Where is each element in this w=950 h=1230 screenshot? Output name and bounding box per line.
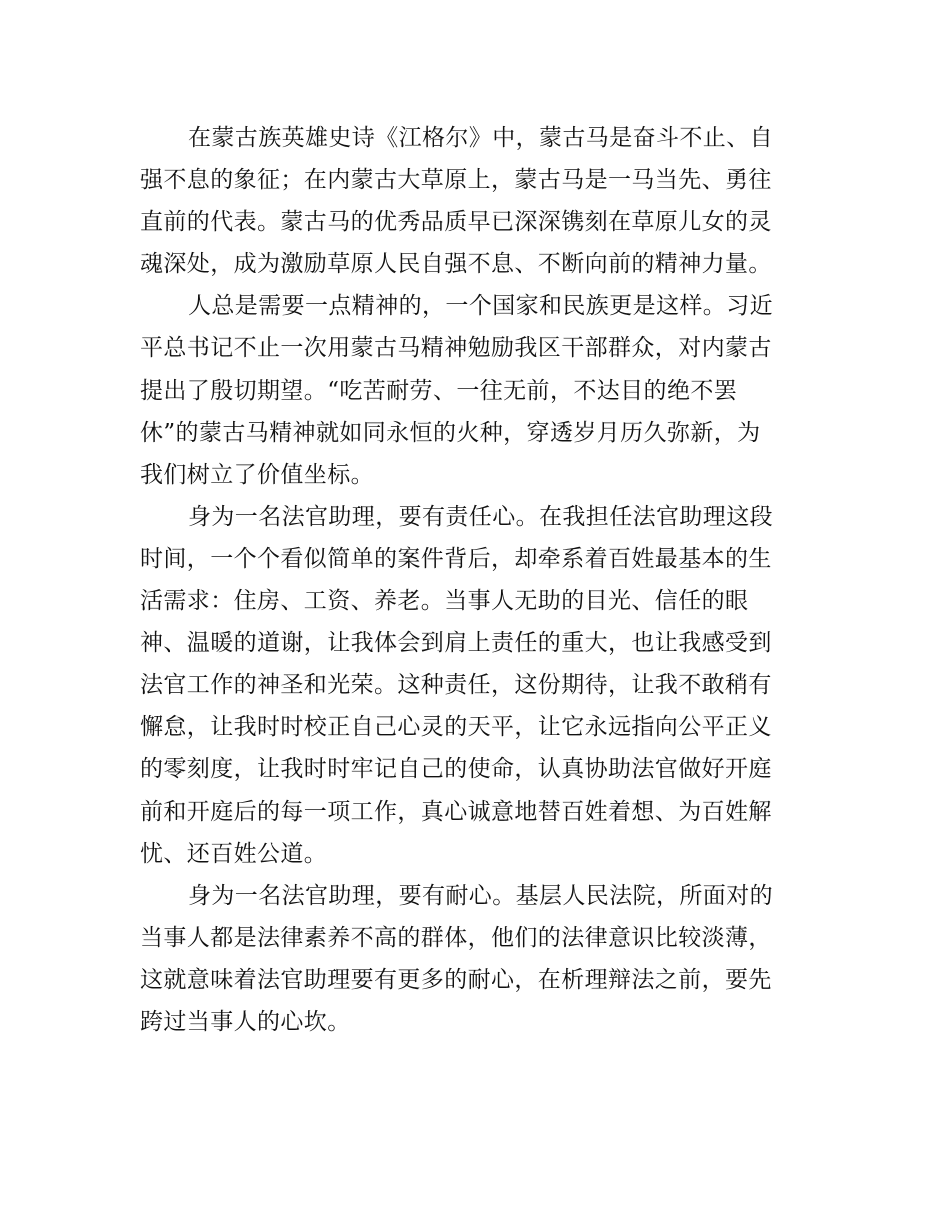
- paragraph-1-line-4: 魂深处，成为激励草原人民自强不息、不断向前的精神力量。: [140, 251, 772, 278]
- paragraph-4-line-4: 跨过当事人的心坎。: [140, 1008, 351, 1035]
- paragraph-4-line-1: 身为一名法官助理，要有耐心。基层人民法院，所面对的: [188, 882, 773, 909]
- document-body: [140, 117, 812, 1043]
- paragraph-2-line-3: 提出了殷切期望。“吃苦耐劳、一往无前，不达目的绝不罢: [140, 377, 738, 404]
- paragraph-1-line-1: 在蒙古族英雄史诗《江格尔》中，蒙古马是奋斗不止、自: [188, 125, 773, 151]
- paragraph-4-line-2: 当事人都是法律素养不高的群体，他们的法律意识比较淡薄，: [140, 924, 772, 951]
- paragraph-4-line-3: 这就意味着法官助理要有更多的耐心，在析理辩法之前，要先: [140, 966, 772, 993]
- paragraph-1-line-3: 直前的代表。蒙古马的优秀品质早已深深镌刻在草原儿女的灵: [140, 209, 772, 236]
- paragraph-3-line-6: 懈怠，让我时时校正自己心灵的天平，让它永远指向公平正义: [140, 714, 772, 741]
- paragraph-3-line-4: 神、温暖的道谢，让我体会到肩上责任的重大，也让我感受到: [140, 630, 772, 657]
- paragraph-3-line-3: 活需求：住房、工资、养老。当事人无助的目光、信任的眼: [140, 588, 749, 615]
- paragraph-1-line-2: 强不息的象征；在内蒙古大草原上，蒙古马是一马当先、勇往: [140, 167, 772, 194]
- paragraph-3-line-8: 前和开庭后的每一项工作，真心诚意地替百姓着想、为百姓解: [140, 798, 772, 825]
- paragraph-2-line-2: 平总书记不止一次用蒙古马精神勉励我区干部群众，对内蒙古: [140, 335, 772, 362]
- paragraph-3-line-1: 身为一名法官助理，要有责任心。在我担任法官助理这段: [188, 503, 773, 530]
- paragraph-2-line-1: 人总是需要一点精神的，一个国家和民族更是这样。习近: [188, 293, 773, 320]
- paragraph-2-line-4: 休”的蒙古马精神就如同永恒的火种，穿透岁月历久弥新，为: [140, 419, 761, 446]
- paragraph-3-line-7: 的零刻度，让我时时牢记自己的使命，认真协助法官做好开庭: [140, 756, 772, 783]
- paragraph-2-line-5: 我们树立了价值坐标。: [140, 461, 374, 488]
- paragraph-3-line-2: 时间，一个个看似简单的案件背后，却牵系着百姓最基本的生: [140, 545, 772, 572]
- paragraph-3-line-9: 忧、还百姓公道。: [140, 840, 328, 867]
- paragraph-3-line-5: 法官工作的神圣和光荣。这种责任，这份期待，让我不敢稍有: [140, 672, 772, 699]
